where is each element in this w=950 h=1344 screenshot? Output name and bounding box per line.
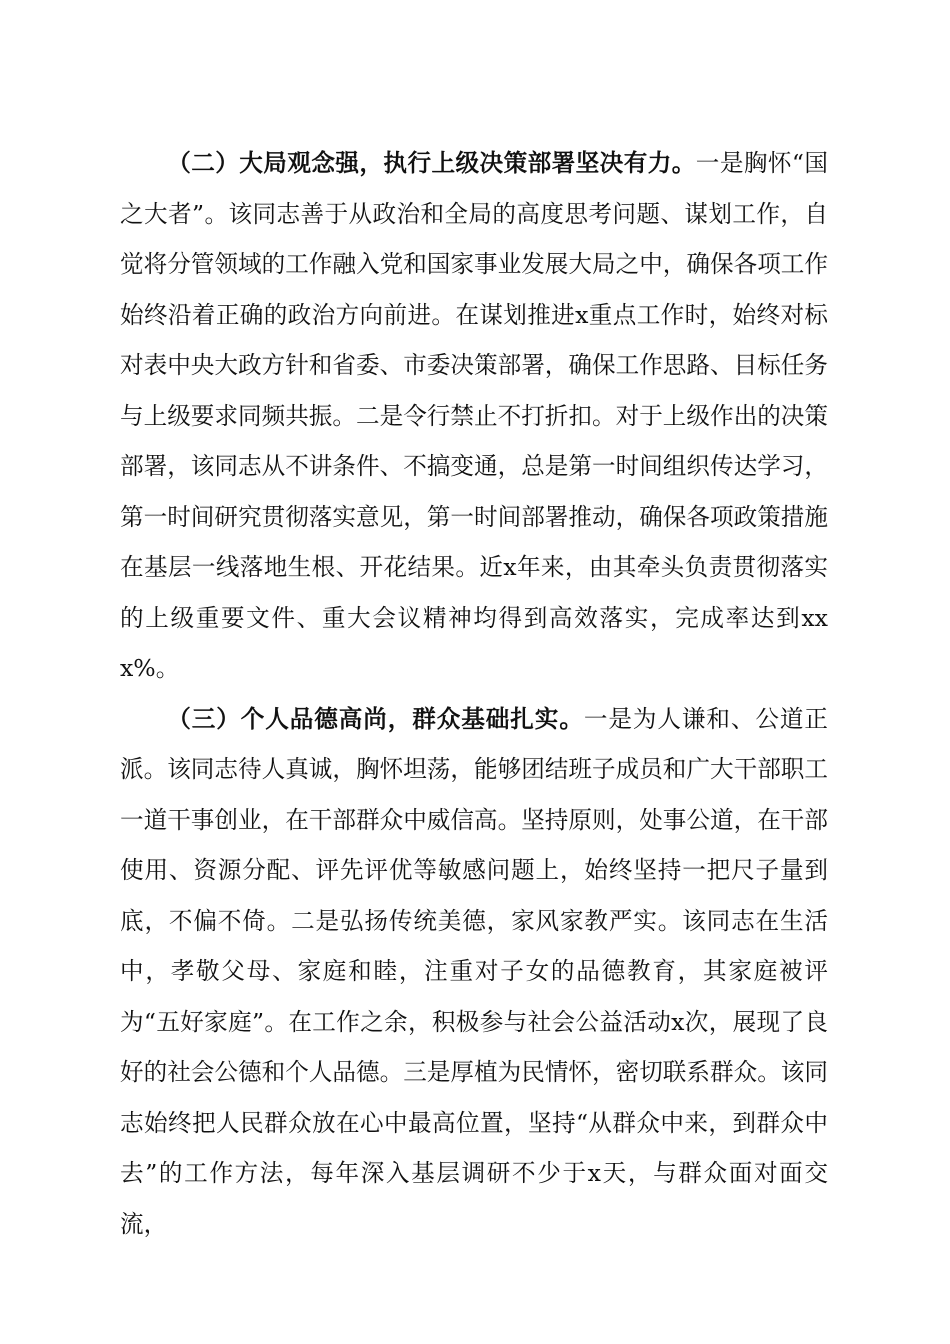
section-3-text: 一是为人谦和、公道正派。该同志待人真诚，胸怀坦荡，能够团结班子成员和广大干部职工一道干事创业，在干部群众中威信高。坚持原则，处事公道，在干部使用、资源分配、评先评优等敏感问题上，始终坚持一把尺子量到底，不偏不倚。二是弘扬传统美德，家风家教严实。该同志在生活中，孝敬父母、家庭和睦，注重对子女的品德教育，其家庭被评为“五好家庭”。在工作之余，积极参与社会公益活动x次，展现了良好的社会公德和个人品德。三是厚植为民情怀，密切联系群众。该同志始终把人民群众放在心中最高位置，坚持“从群众中来，到群众中去”的工作方法，每年深入基层调研不少于x天，与群众面对面交流， bbox=[120, 704, 829, 1238]
section-2-heading: （二）大局观念强，执行上级决策部署坚决有力。 bbox=[167, 149, 696, 177]
section-3-heading: （三）个人品德高尚，群众基础扎实。 bbox=[167, 704, 584, 733]
document-body bbox=[120, 138, 828, 1249]
paragraph-section-3 bbox=[120, 694, 828, 1250]
section-2-text: 一是胸怀“国之大者”。该同志善于从政治和全局的高度思考问题、谋划工作，自觉将分管领域的工作融入党和国家事业发展大局之中，确保各项工作始终沿着正确的政治方向前进。在谋划推进x重点工作时，始终对标对表中央大政方针和省委、市委决策部署，确保工作思路、目标任务与上级要求同频共振。二是令行禁止不打折扣。对于上级作出的决策部署，该同志从不讲条件、不搞变通，总是第一时间组织传达学习，第一时间研究贯彻落实意见，第一时间部署推动，确保各项政策措施在基层一线落地生根、开花结果。近x年来，由其牵头负责贯彻落实的上级重要文件、重大会议精神均得到高效落实，完成率达到xxx%。 bbox=[120, 149, 828, 682]
paragraph-section-2 bbox=[120, 138, 828, 694]
